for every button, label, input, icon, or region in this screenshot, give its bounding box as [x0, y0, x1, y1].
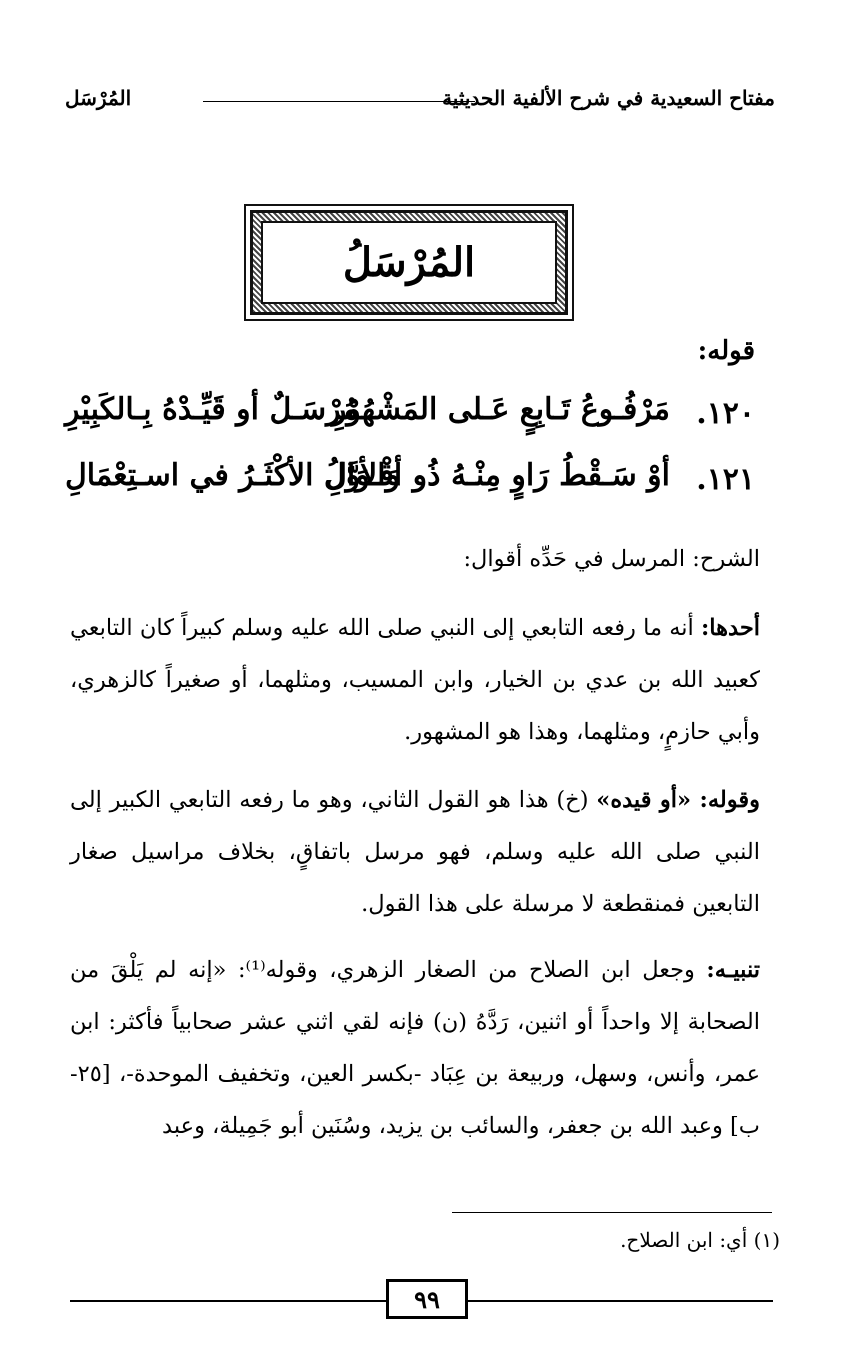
verse-second-hemistich: مُرْسَـلٌ أو قَيِّـدْهُ بِـالكَبِيْرِ	[65, 392, 359, 427]
header-dash	[203, 101, 475, 102]
running-header	[65, 82, 775, 118]
footer-rule-right	[468, 1300, 773, 1302]
footer-rule-left	[70, 1300, 386, 1302]
verse-120	[65, 392, 755, 442]
verses-label: قوله:	[697, 336, 755, 366]
verse-first-hemistich: أوْ سَـقْطُ رَاوٍ مِنْـهُ ذُو أقْـوَالِ	[325, 458, 670, 493]
verse-first-hemistich: مَرْفُـوعُ تَـابِعٍ عَـلى المَشْهُوْرِ	[331, 392, 670, 427]
paragraph-first-opinion: أحدها: أنه ما رفعه التابعي إلى النبي صلى الله عليه وسلم كبيراً كان التابعي كعبيد الله بن عدي بن الخيار، وابن المسيب، ومثلهما، أو صغيراً كالزهري، وأبي حازمٍ، ومثلهما، وهذا هو المشهور.	[70, 615, 760, 745]
footnote-separator	[452, 1212, 772, 1213]
chapter-title: المُرْسَل	[65, 86, 132, 110]
verse-121	[65, 458, 755, 508]
paragraph-second-opinion: وقوله: «أو قيده» (خ) هذا هو القول الثاني، وهو ما رفعه التابعي الكبير إلى النبي صلى الله عليه وسلم، فهو مرسل باتفاقٍ، بخلاف مراسيل صغار التابعين فمنقطعة لا مرسلة على هذا القول.	[70, 787, 761, 917]
verse-number: ١٢١.	[696, 462, 755, 497]
heading-frame	[250, 210, 568, 315]
verse-second-hemistich: وَالأوَّلُ الأكْثَـرُ في اسـتِعْمَالِ	[65, 458, 401, 493]
page-number: ٩٩	[386, 1279, 468, 1319]
footnote: (١) أي: ابن الصلاح.	[620, 1228, 780, 1252]
section-heading: المُرْسَلُ	[342, 239, 476, 286]
commentary-intro: الشرح: المرسل في حَدِّه أقوال:	[463, 546, 760, 572]
verse-number: ١٢٠.	[696, 396, 755, 431]
book-title: مفتاح السعيدية في شرح الألفية الحديثية	[442, 86, 775, 110]
paragraph-note: تنبيـه: وجعل ابن الصلاح من الصغار الزهري، وقوله⁽¹⁾: «إنه لم يَلْقَ من الصحابة إلا واحداً أو اثنين، رَدَّهُ (ن) فإنه لقي اثني عشر صحابياً فأكثر: ابن عمر، وأنس، وسهل، وربيعة بن عِبَاد -بكسر العين، وتخفيف الموحدة-، [٢٥-ب] وعبد الله بن جعفر، والسائب بن يزيد، وسُنَين أبو جَمِيلة، وعبد	[70, 957, 761, 1139]
